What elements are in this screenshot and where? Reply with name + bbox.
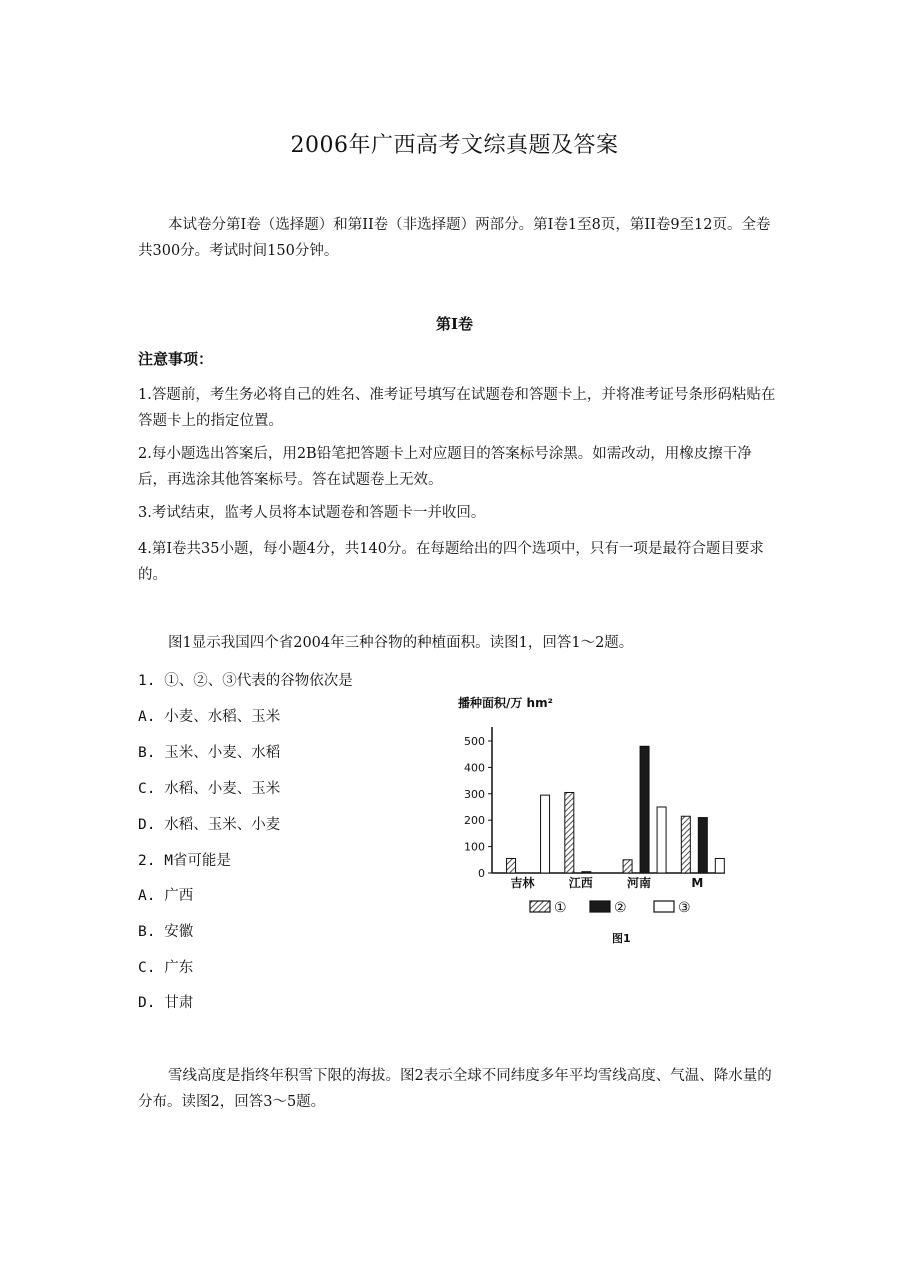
x-tick-label: 江西 [568, 876, 593, 890]
legend-swatch-3 [654, 901, 674, 912]
section-title: 第I卷 [435, 315, 474, 333]
y-tick-label: 500 [464, 735, 485, 748]
bar-3 [541, 795, 550, 873]
bar-1 [623, 860, 632, 873]
notice-item-3: 3.考试结束，监考人员将本试题卷和答题卡一并收回。 [138, 505, 486, 521]
bar-1 [681, 816, 690, 873]
legend-swatch-2 [590, 901, 610, 912]
bar-1 [507, 858, 516, 873]
legend-label-2: ② [614, 900, 627, 916]
bar-3 [715, 858, 724, 873]
notice-title: 注意事项： [138, 350, 214, 368]
x-tick-label: M [691, 876, 704, 890]
intro-paragraph: 本试卷分第I卷（选择题）和第II卷（非选择题）两部分。第I卷1至8页，第II卷9至12页。全卷共300分。考试时间150分钟。 [138, 217, 771, 259]
document-title: 2006年广西高考文综真题及答案 [290, 133, 619, 158]
bar-3 [657, 807, 666, 873]
bar-2 [640, 746, 649, 873]
q2-stem: 2. M省可能是 [138, 853, 231, 869]
q1-stem: 1. ①、②、③代表的谷物依次是 [138, 673, 353, 689]
q1-option-b: B. 玉米、小麦、水稻 [138, 745, 281, 761]
legend-swatch-1 [530, 901, 550, 912]
y-axis-label: 播种面积/万 hm² [458, 696, 553, 710]
notice-item-2: 2.每小题选出答案后，用2B铅笔把答题卡上对应题目的答案标号涂黑。如需改动，用橡皮擦干净后，再选涂其他答案标号。答在试题卷上无效。 [138, 446, 752, 488]
x-tick-label: 吉林 [510, 876, 535, 890]
bar-chart [440, 693, 740, 953]
figure-caption: 图1 [612, 932, 631, 945]
q2-option-a: A. 广西 [138, 888, 194, 904]
q1-option-d: D. 水稻、玉米、小麦 [138, 817, 281, 833]
bar-1 [565, 792, 574, 873]
y-tick-label: 400 [464, 761, 485, 775]
figure-1 [440, 693, 740, 953]
legend-label-1: ① [554, 900, 567, 916]
x-tick-label: 河南 [627, 876, 652, 890]
y-tick-label: 0 [478, 867, 485, 880]
q2-option-b: B. 安徽 [138, 924, 194, 940]
bar-2 [582, 872, 591, 873]
notice-item-1: 1.答题前，考生务必将自己的姓名、准考证号填写在试题卷和答题卡上，并将准考证号条形码粘贴在答题卡上的指定位置。 [138, 387, 776, 429]
y-tick-label: 100 [464, 840, 485, 854]
legend-label-3: ③ [678, 900, 691, 916]
q1-option-c: C. 水稻、小麦、玉米 [138, 781, 281, 797]
y-tick-label: 200 [464, 814, 485, 828]
q2-option-c: C. 广东 [138, 960, 194, 976]
q2-option-d: D. 甘肃 [138, 995, 194, 1011]
y-tick-label: 300 [464, 787, 485, 801]
fig2-intro: 雪线高度是指终年积雪下限的海拔。图2表示全球不同纬度多年平均雪线高度、气温、降水量的分布。读图2，回答3～5题。 [138, 1068, 772, 1110]
q1-option-a: A. 小麦、水稻、玉米 [138, 709, 281, 725]
notice-item-4: 4.第I卷共35小题，每小题4分，共140分。在每题给出的四个选项中，只有一项是最符合题目要求的。 [138, 541, 764, 583]
bar-2 [698, 818, 707, 873]
fig1-intro: 图1显示我国四个省2004年三种谷物的种植面积。读图1，回答1～2题。 [168, 635, 634, 651]
